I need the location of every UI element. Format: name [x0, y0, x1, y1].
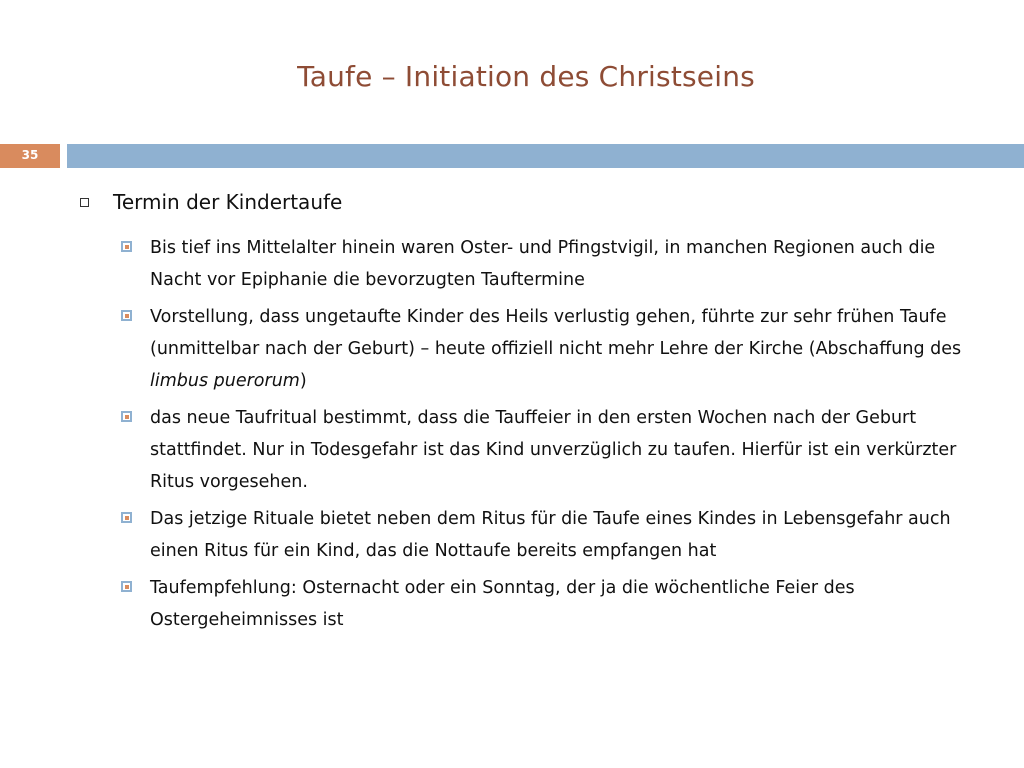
list-item-text: Taufempfehlung: Osternacht oder ein Sonntag, der ja die wöchentliche Feier des Ostergeheimnisses ist — [150, 578, 855, 630]
slide-title: Taufe – Initiation des Christseins — [297, 60, 755, 93]
list-item-text: das neue Taufritual bestimmt, dass die Tauffeier in den ersten Wochen nach der Geburt stattfindet. Nur in Todesgefahr ist das Kind unverzüglich zu taufen. Hierfür ist ein verkürzter Ritus vorgesehen. — [150, 408, 957, 492]
square-bullet-icon — [121, 512, 132, 523]
header-divider-bar — [67, 144, 1024, 168]
square-bullet-icon — [121, 581, 132, 592]
list-item — [121, 232, 991, 296]
list-item-emphasis: limbus puerorum — [150, 371, 300, 391]
list-item-text-part: Vorstellung, dass ungetaufte Kinder des Heils verlustig gehen, führte zur sehr frühen Taufe (unmittelbar nach der Geburt) – heute offiziell nicht mehr Lehre der Kirche (Abschaffung des — [150, 307, 962, 359]
square-bullet-icon — [121, 411, 132, 422]
hollow-square-bullet-icon — [80, 198, 89, 207]
list-item — [121, 572, 991, 636]
section-heading-text: Termin der Kindertaufe — [113, 190, 343, 214]
list-item-text-part: ) — [299, 371, 307, 391]
section-heading — [80, 190, 342, 214]
square-bullet-icon — [121, 241, 132, 252]
bullet-list — [121, 232, 991, 641]
list-item — [121, 503, 991, 567]
square-bullet-icon — [121, 310, 132, 321]
list-item — [121, 301, 991, 397]
list-item-text: Bis tief ins Mittelalter hinein waren Oster- und Pfingstvigil, in manchen Regionen auch die Nacht vor Epiphanie die bevorzugten Tauftermine — [150, 238, 936, 290]
list-item-text — [150, 301, 991, 397]
list-item — [121, 402, 991, 498]
slide-number-badge: 35 — [0, 144, 60, 168]
list-item-text: Das jetzige Rituale bietet neben dem Ritus für die Taufe eines Kindes in Lebensgefahr auch einen Ritus für ein Kind, das die Nottaufe bereits empfangen hat — [150, 509, 951, 561]
